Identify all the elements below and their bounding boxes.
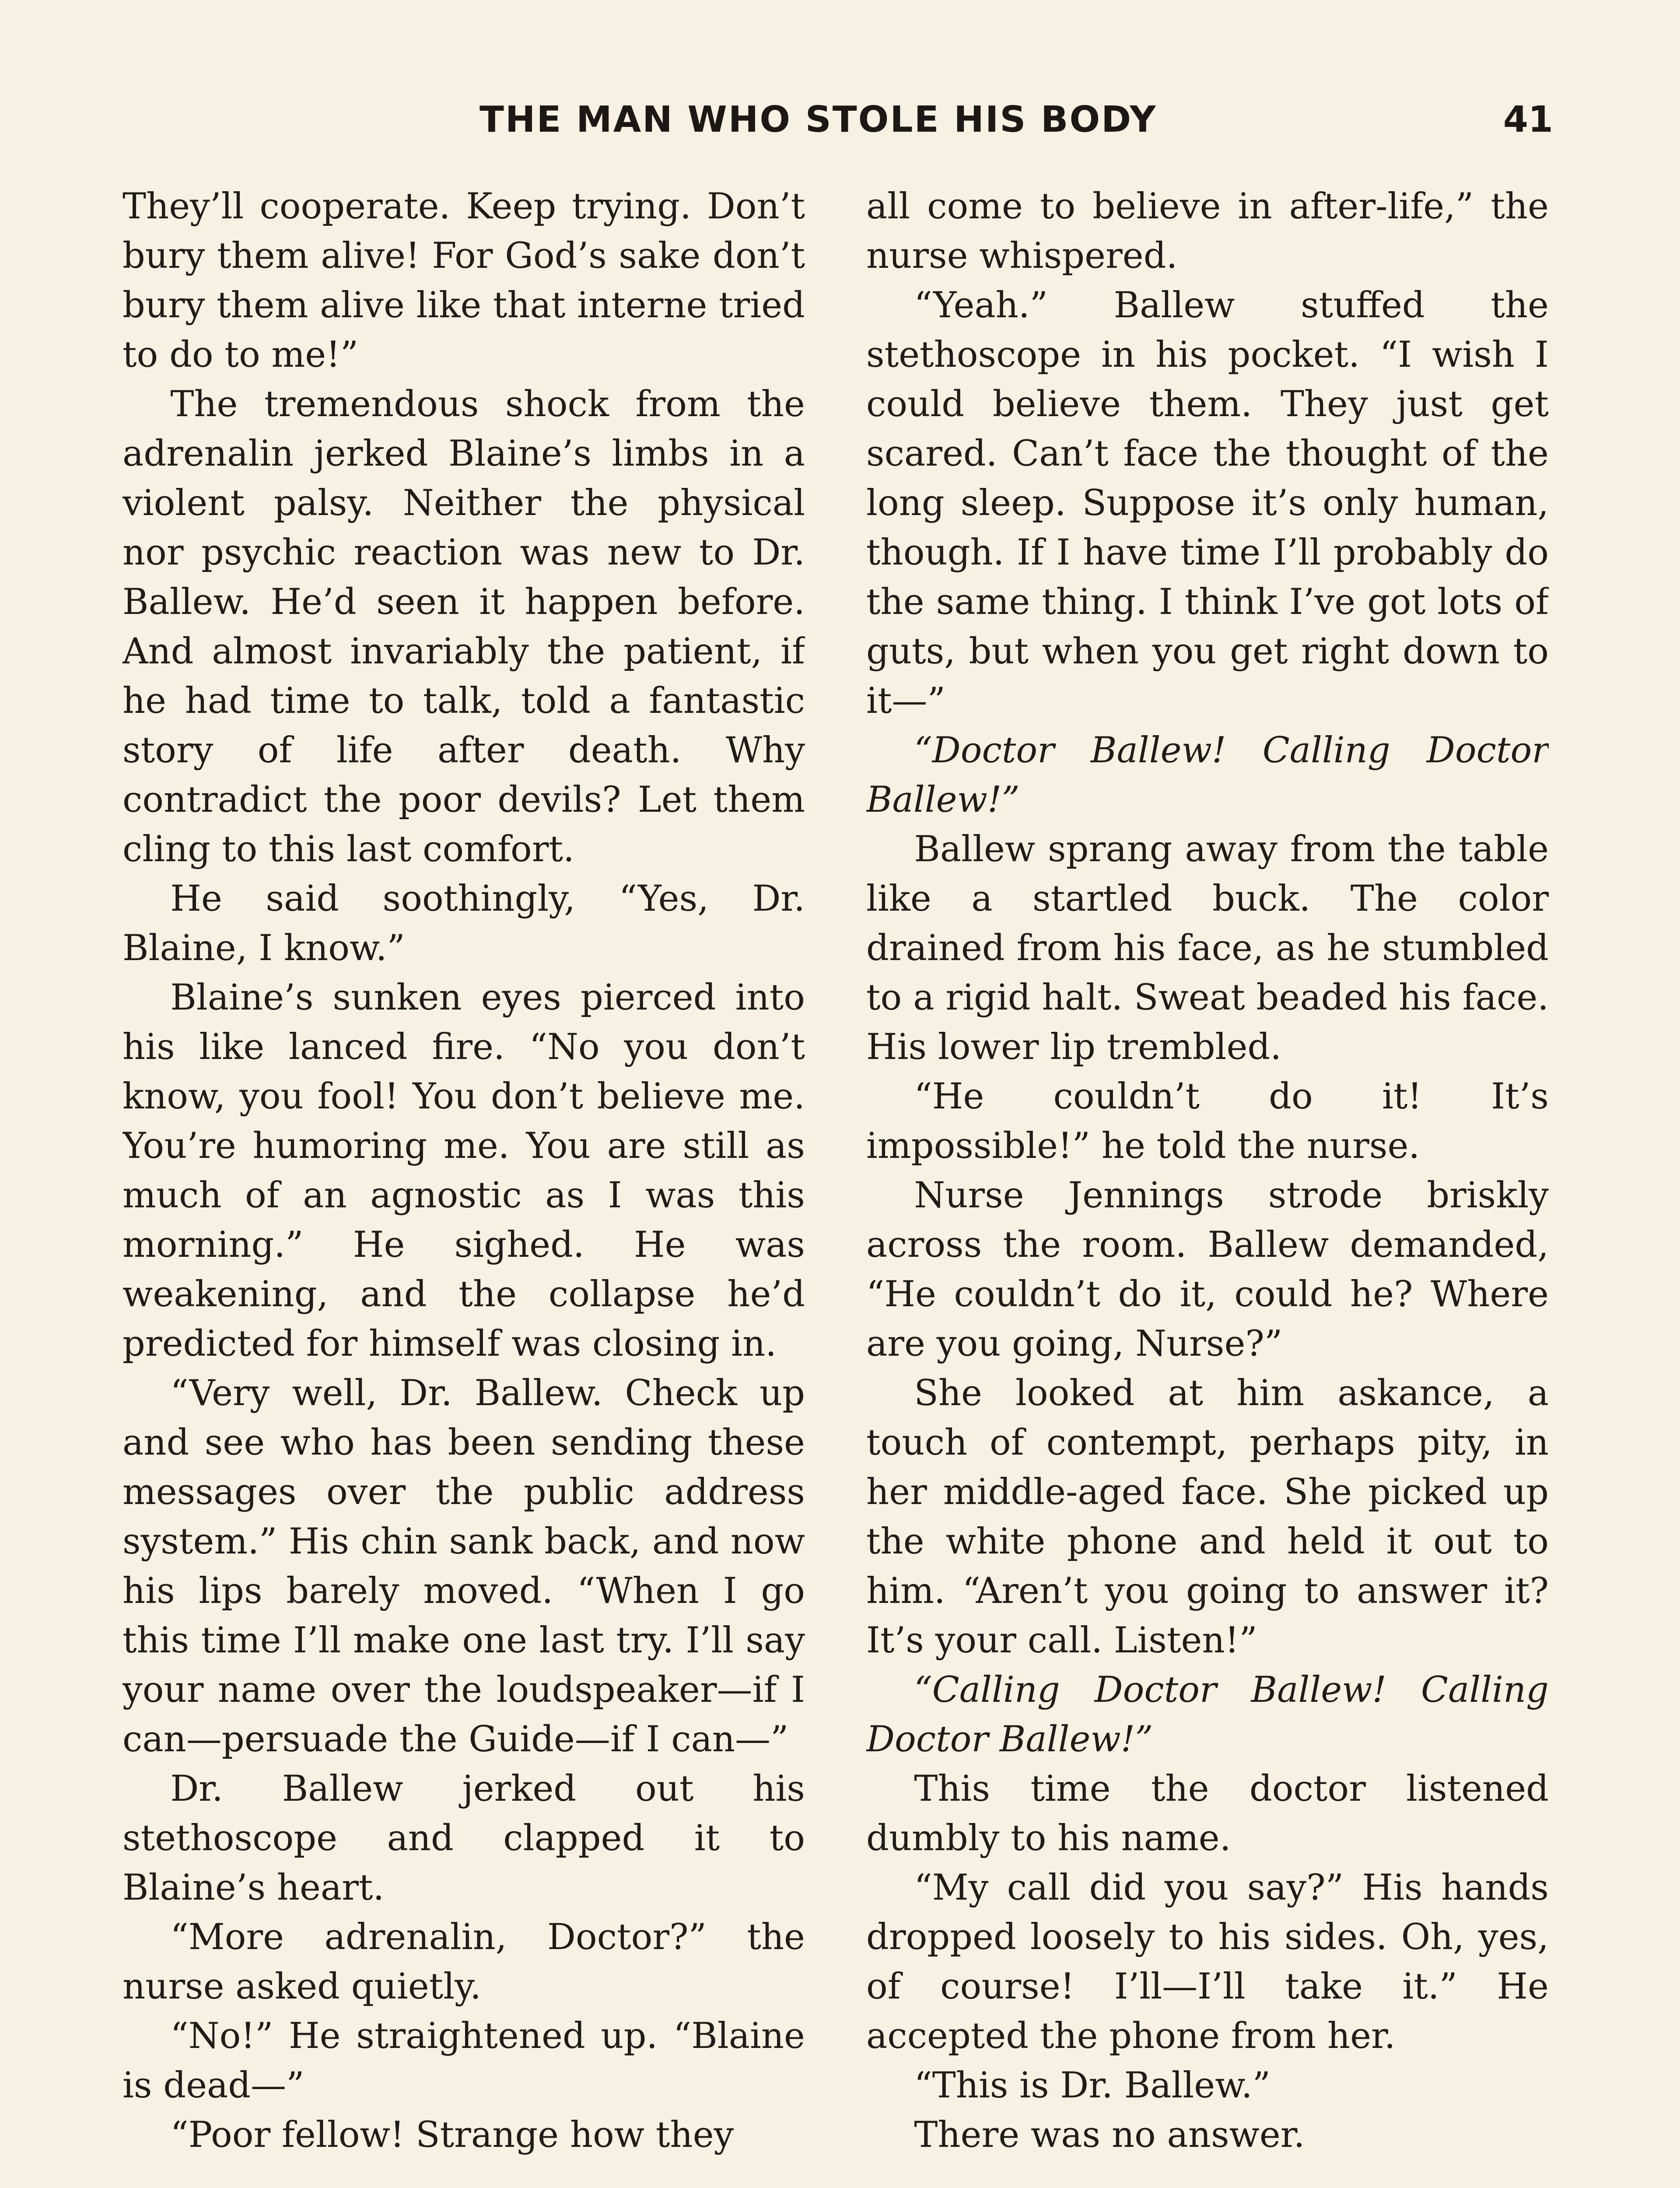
paragraph: Blaine’s sunken eyes pierced into his like lanced fire. “No you don’t know, you fool! You don’t believe me. You’re humoring me. You are still as much of an agnostic as I was this morning.” He sighed. He was weakening, and the collapse he’d predicted for himself was closing in.: [122, 977, 805, 1364]
paragraph: This time the doctor listened dumbly to his name.: [866, 1768, 1549, 1859]
loudspeaker-call: “Calling Doctor Ballew! Calling Doctor Ballew!”: [866, 1669, 1549, 1760]
paragraph: Ballew sprang away from the table like a startled buck. The color drained from his face, as he stumbled to a rigid halt. Sweat beaded his face. His lower lip trembled.: [866, 829, 1549, 1068]
paragraph: Dr. Ballew jerked out his stethoscope and clapped it to Blaine’s heart.: [122, 1768, 805, 1908]
paragraph: “Very well, Dr. Ballew. Check up and see who has been sending these messages over the public address system.” His chin sank back, and now his lips barely moved. “When I go this time I’ll make one last try. I’ll say your name over the loudspeaker—if I can—persuade the Guide—if I can—”: [122, 1373, 805, 1760]
page-number: 41: [1503, 99, 1553, 140]
paragraph: all come to believe in after-life,” the nurse whispered.: [866, 186, 1549, 277]
paragraph: The tremendous shock from the adrenalin jerked Blaine’s limbs in a violent palsy. Neither the physical nor psychic reaction was new to Dr. Ballew. He’d seen it happen before. And almost invariably the patient, if he had time to talk, told a fantastic story of life after death. Why contradict the poor devils? Let them cling to this last comfort.: [122, 384, 805, 870]
page-header: [122, 99, 1553, 151]
paragraph: “He couldn’t do it! It’s impossible!” he told the nurse.: [866, 1076, 1549, 1167]
paragraph: “No!” He straightened up. “Blaine is dead—”: [122, 2016, 805, 2106]
paragraph: He said soothingly, “Yes, Dr. Blaine, I know.”: [122, 878, 805, 969]
paragraph: They’ll cooperate. Keep trying. Don’t bury them alive! For God’s sake don’t bury them alive like that interne tried to do to me!”: [122, 186, 805, 375]
paragraph: She looked at him askance, a touch of contempt, perhaps pity, in her middle-aged face. She picked up the white phone and held it out to him. “Aren’t you going to answer it? It’s your call. Listen!”: [866, 1373, 1549, 1661]
running-title: THE MAN WHO STOLE HIS BODY: [480, 99, 1157, 140]
paragraph: Nurse Jennings strode briskly across the room. Ballew demanded, “He couldn’t do it, could he? Where are you going, Nurse?”: [866, 1175, 1549, 1364]
paragraph: “More adrenalin, Doctor?” the nurse asked quietly.: [122, 1917, 805, 2007]
loudspeaker-call: “Doctor Ballew! Calling Doctor Ballew!”: [866, 730, 1549, 820]
paragraph: “My call did you say?” His hands dropped loosely to his sides. Oh, yes, of course! I’ll—I’ll take it.” He accepted the phone from her.: [866, 1867, 1549, 2057]
paragraph: “Poor fellow! Strange how they: [170, 2114, 734, 2156]
right-text-column: [866, 182, 1549, 2188]
left-text-column: [122, 182, 805, 2188]
paragraph: There was no answer.: [914, 2114, 1305, 2156]
paragraph: “Yeah.” Ballew stuffed the stethoscope in his pocket. “I wish I could believe them. They just get scared. Can’t face the thought of the long sleep. Suppose it’s only human, though. If I have time I’ll probably do the same thing. I think I’ve got lots of guts, but when you get right down to it—”: [866, 285, 1549, 722]
paragraph: “This is Dr. Ballew.”: [914, 2065, 1271, 2106]
